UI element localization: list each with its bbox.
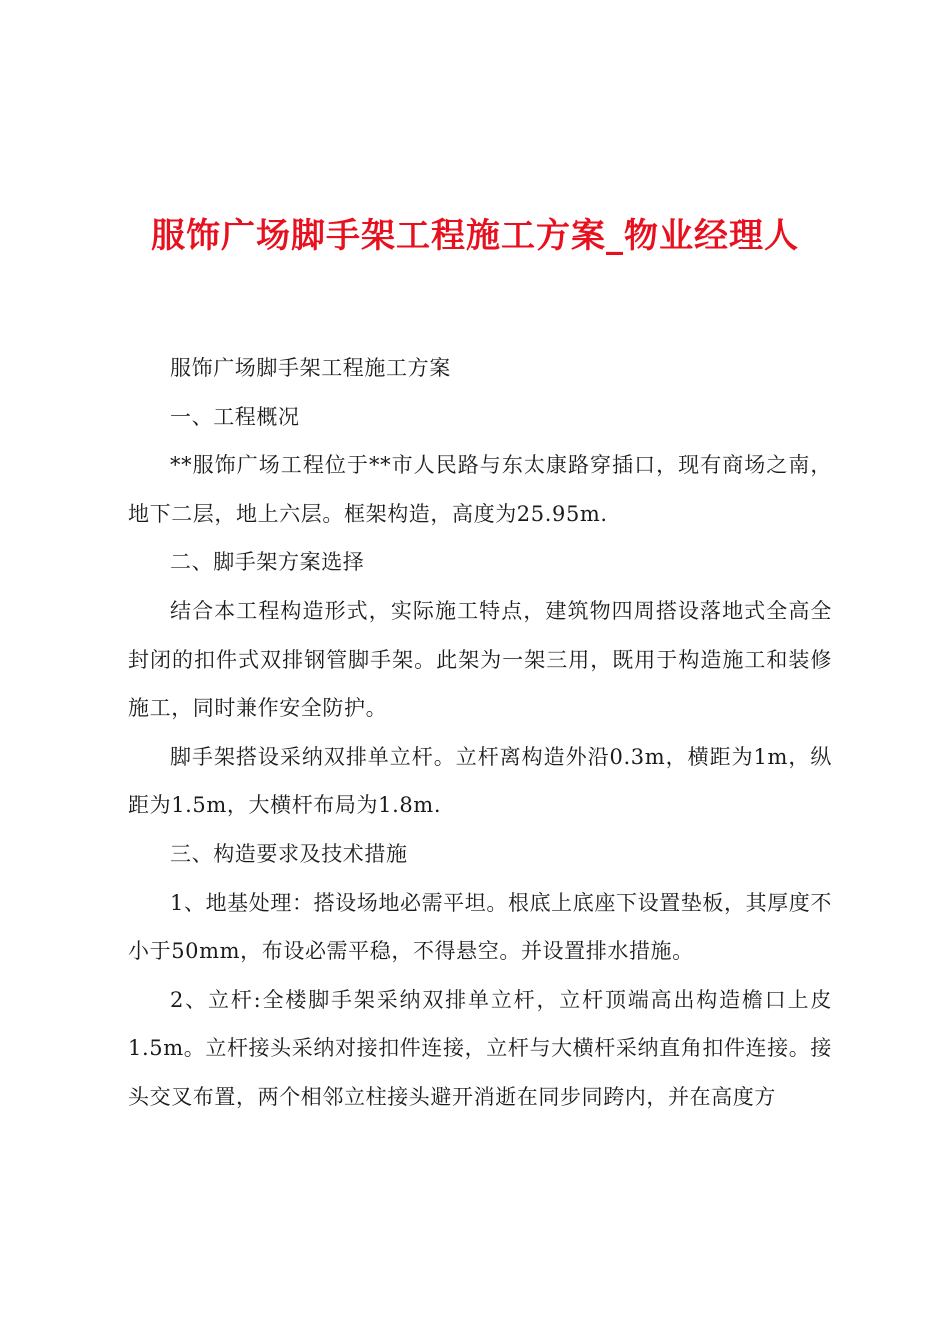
paragraph-pole-layout: 脚手架搭设采纳双排单立杆。立杆离构造外沿0.3m，横距为1m，纵距为1.5m，大横杆布局为1.8m. — [128, 744, 832, 818]
paragraph-scheme: 结合本工程构造形式，实际施工特点，建筑物四周搭设落地式全高全封闭的扣件式双排钢管脚手架。此架为一架三用，既用于构造施工和装修施工，同时兼作安全防护。 — [128, 598, 832, 721]
section-heading-scheme: 二、脚手架方案选择 — [170, 550, 365, 575]
paragraph-subtitle: 服饰广场脚手架工程施工方案 — [170, 356, 451, 380]
paragraph-overview: **服饰广场工程位于**市人民路与东太康路穿插口，现有商场之南，地下二层，地上六层。框架构造，高度为25.95m. — [128, 453, 832, 526]
paragraph-vertical-poles: 2、立杆:全楼脚手架采纳双排单立杆，立杆顶端高出构造檐口上皮1.5m。立杆接头采纳对接扣件连接，立杆与大横杆采纳直角扣件连接。接头交叉布置，两个相邻立柱接头避开消逝在同步同跨内，并在高度方 — [128, 987, 832, 1109]
paragraph-foundation: 1、地基处理：搭设场地必需平坦。根底上底座下设置垫板，其厚度不小于50mm，布设必需平稳，不得悬空。并设置排水措施。 — [128, 890, 832, 964]
document-body — [128, 344, 832, 1122]
section-heading-requirements: 三、构造要求及技术措施 — [170, 841, 408, 866]
document-title: 服饰广场脚手架工程施工方案_物业经理人 — [151, 216, 799, 256]
section-heading-overview: 一、工程概况 — [170, 404, 300, 429]
